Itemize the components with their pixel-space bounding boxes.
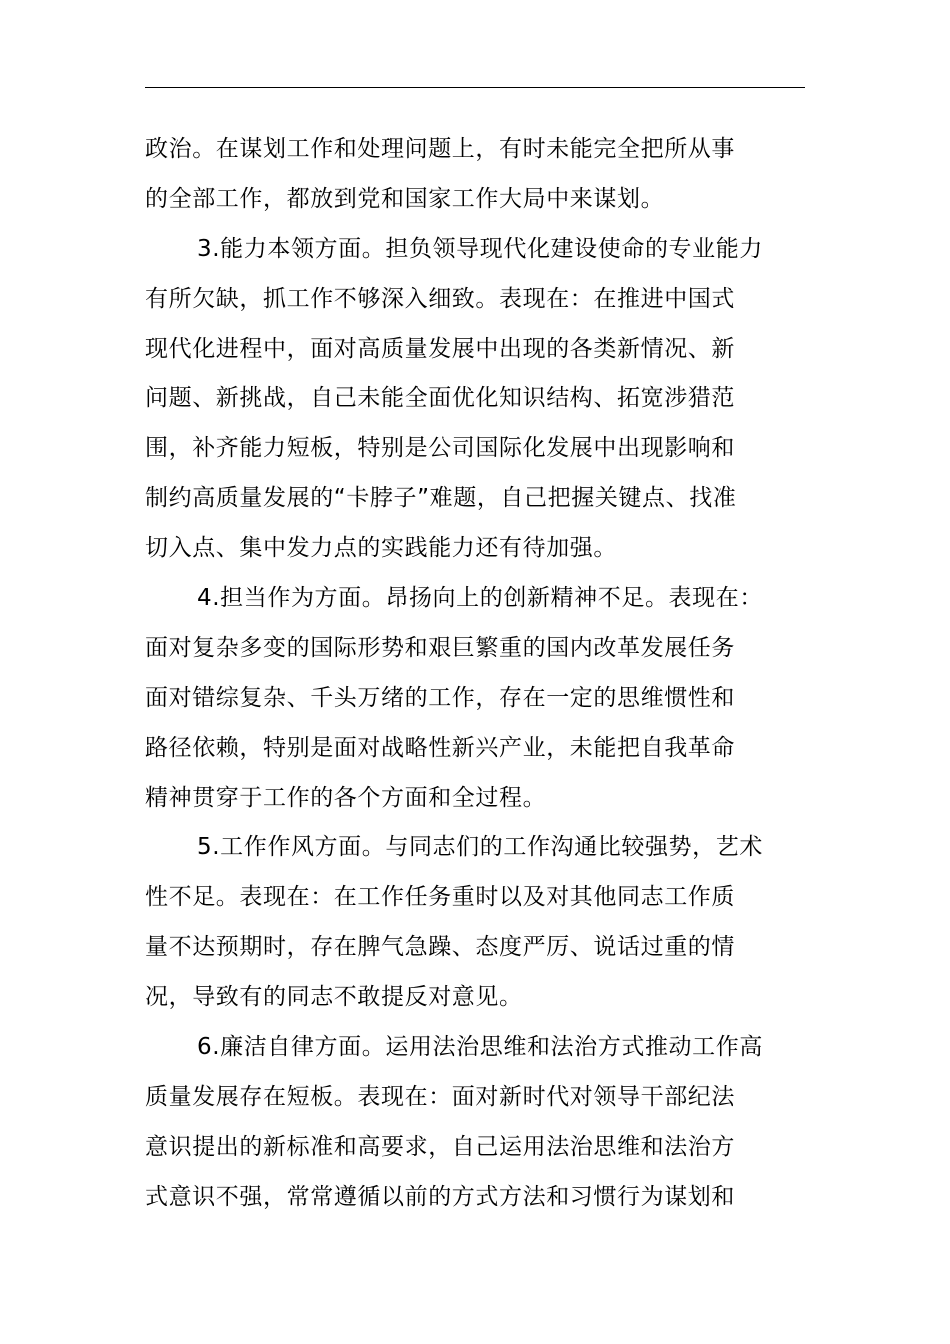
text-line: 问题、新挑战，自己未能全面优化知识结构、拓宽涉猎范 — [145, 385, 735, 412]
section-3-heading-line: 3.能力本领方面。担负领导现代化建设使命的专业能力 — [197, 235, 763, 262]
text-line: 面对错综复杂、千头万绪的工作，存在一定的思维惯性和 — [145, 684, 735, 711]
text-line: 精神贯穿于工作的各个方面和全过程。 — [145, 784, 547, 811]
text-line: 式意识不强，常常遵循以前的方式方法和习惯行为谋划和 — [145, 1183, 735, 1210]
text-line: 路径依赖，特别是面对战略性新兴产业，未能把自我革命 — [145, 734, 735, 761]
section-6-heading-line: 6.廉洁自律方面。运用法治思维和法治方式推动工作高 — [197, 1034, 763, 1061]
text-line: 质量发展存在短板。表现在：面对新时代对领导干部纪法 — [145, 1083, 735, 1110]
text-line: 的全部工作，都放到党和国家工作大局中来谋划。 — [145, 185, 665, 212]
text-line: 切入点、集中发力点的实践能力还有待加强。 — [145, 535, 617, 562]
header-rule — [145, 87, 805, 88]
text-line: 政治。在谋划工作和处理问题上，有时未能完全把所从事 — [145, 136, 735, 162]
text-line: 量不达预期时，存在脾气急躁、态度严厉、说话过重的情 — [145, 934, 735, 961]
text-line: 性不足。表现在：在工作任务重时以及对其他同志工作质 — [145, 884, 735, 911]
section-4-heading-line: 4.担当作为方面。昂扬向上的创新精神不足。表现在： — [197, 585, 763, 612]
text-line: 围，补齐能力短板，特别是公司国际化发展中出现影响和 — [145, 435, 735, 462]
body-text — [145, 125, 805, 1223]
text-line: 面对复杂多变的国际形势和艰巨繁重的国内改革发展任务 — [145, 634, 735, 661]
text-line: 有所欠缺，抓工作不够深入细致。表现在：在推进中国式 — [145, 285, 735, 312]
text-line: 况，导致有的同志不敢提反对意见。 — [145, 984, 523, 1011]
section-5-heading-line: 5.工作作风方面。与同志们的工作沟通比较强势，艺术 — [197, 834, 763, 861]
text-line: 制约高质量发展的“卡脖子”难题，自己把握关键点、找准 — [145, 485, 737, 512]
text-line: 现代化进程中，面对高质量发展中出现的各类新情况、新 — [145, 335, 735, 362]
text-line: 意识提出的新标准和高要求，自己运用法治思维和法治方 — [145, 1133, 735, 1160]
